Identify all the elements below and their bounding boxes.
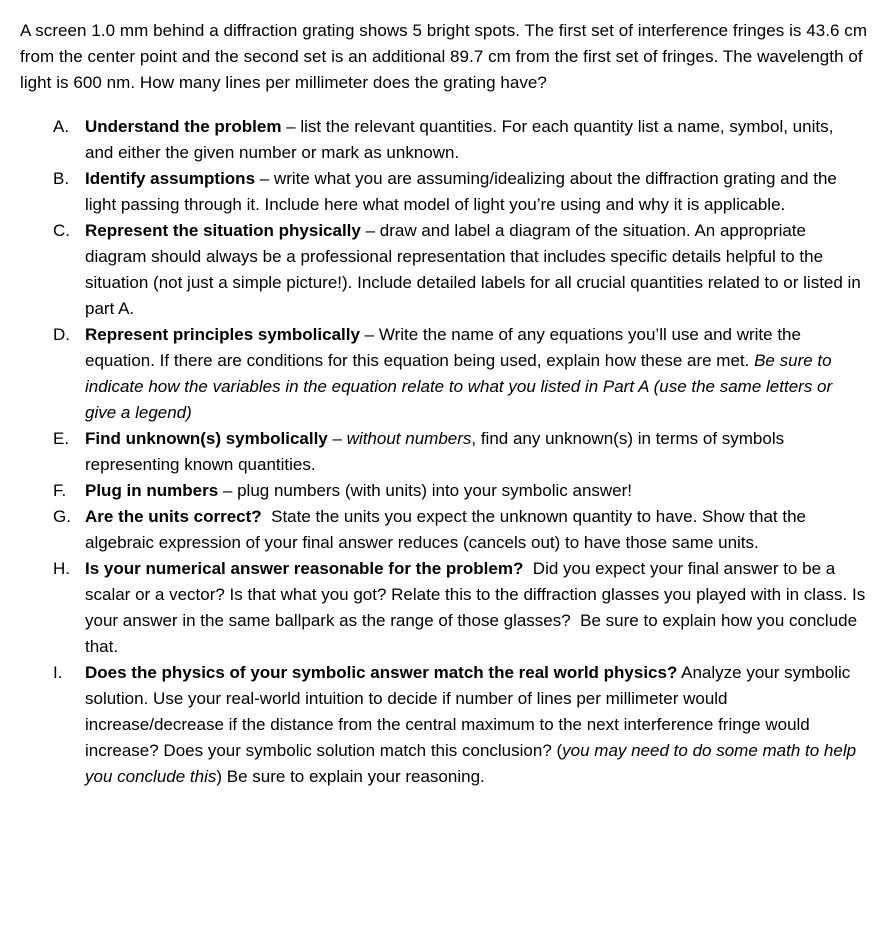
step-title: Identify assumptions: [85, 169, 256, 188]
step-body: Analyze your symbolic solution. Use your real-world intuition to decide if number of lines per millimeter would increase/decrease if the distance from the central maximum to the next interference fringe would increase? Does your symbolic solution match this conclusion? (: [85, 663, 851, 760]
step-body: – Write the name of any equations you’ll use and write the equation. If there are conditions for this equation being used, explain how these are met.: [85, 325, 801, 370]
list-item: [20, 556, 870, 660]
step-title: Are the units correct?: [85, 507, 262, 526]
list-marker: H.: [53, 559, 70, 578]
step-italic-note: without numbers: [346, 429, 472, 448]
list-item: [20, 426, 870, 478]
step-title: Understand the problem: [85, 117, 282, 136]
step-body: – draw and label a diagram of the situation. An appropriate diagram should always be a professional representation that includes specific details helpful to the situation (not just a simple picture!). Include detailed labels for all crucial quantities related to or listed in part A.: [85, 221, 861, 318]
list-marker: G.: [53, 507, 71, 526]
list-marker: F.: [53, 481, 67, 500]
list-marker: C.: [53, 221, 70, 240]
list-item: [20, 218, 870, 322]
list-item: [20, 478, 870, 504]
list-marker: B.: [53, 169, 70, 188]
step-title: Is your numerical answer reasonable for the problem?: [85, 559, 524, 578]
list-item: [20, 322, 870, 426]
list-marker: D.: [53, 325, 70, 344]
list-marker: E.: [53, 429, 70, 448]
step-title: Plug in numbers: [85, 481, 219, 500]
step-body-prefix: –: [327, 429, 347, 448]
list-item: [20, 166, 870, 218]
step-body: Did you expect your final answer to be a scalar or a vector? Is that what you got? Relate this to the diffraction glasses you played with in class. Is your answer in the same ballpark as the range of those glasses? Be sure to explain how you conclude that.: [85, 559, 870, 656]
step-title: Represent the situation physically: [85, 221, 361, 240]
step-title: Does the physics of your symbolic answer match the real world physics?: [85, 663, 678, 682]
step-body-suffix: ) Be sure to explain your reasoning.: [216, 767, 485, 786]
step-body: – list the relevant quantities. For each quantity list a name, symbol, units, and either the given number or mark as unknown.: [85, 117, 834, 162]
list-marker: I.: [53, 663, 63, 682]
step-italic-note: you may need to do some math to help you conclude this: [85, 741, 857, 786]
step-title: Find unknown(s) symbolically: [85, 429, 328, 448]
list-marker: A.: [53, 117, 70, 136]
problem-statement: A screen 1.0 mm behind a diffraction grating shows 5 bright spots. The first set of interference fringes is 43.6 cm from the center point and the second set is an additional 89.7 cm from the first set of fringes. The wavelength of light is 600 nm. How many lines per millimeter does the grating have?: [20, 21, 868, 92]
step-body: – write what you are assuming/idealizing about the diffraction grating and the light passing through it. Include here what model of light you’re using and why it is applicable.: [85, 169, 837, 214]
step-title: Represent principles symbolically: [85, 325, 360, 344]
step-body: State the units you expect the unknown quantity to have. Show that the algebraic expression of your final answer reduces (cancels out) to have those same units.: [85, 507, 811, 552]
step-body: , find any unknown(s) in terms of symbols representing known quantities.: [85, 429, 785, 474]
step-body: – plug numbers (with units) into your symbolic answer!: [218, 481, 633, 500]
step-italic-note: Be sure to indicate how the variables in the equation relate to what you listed in Part A (use the same letters or give a legend): [85, 351, 833, 422]
list-item: [20, 504, 870, 556]
list-item: [20, 660, 870, 790]
list-item: [20, 114, 870, 166]
step-list: [20, 114, 870, 790]
